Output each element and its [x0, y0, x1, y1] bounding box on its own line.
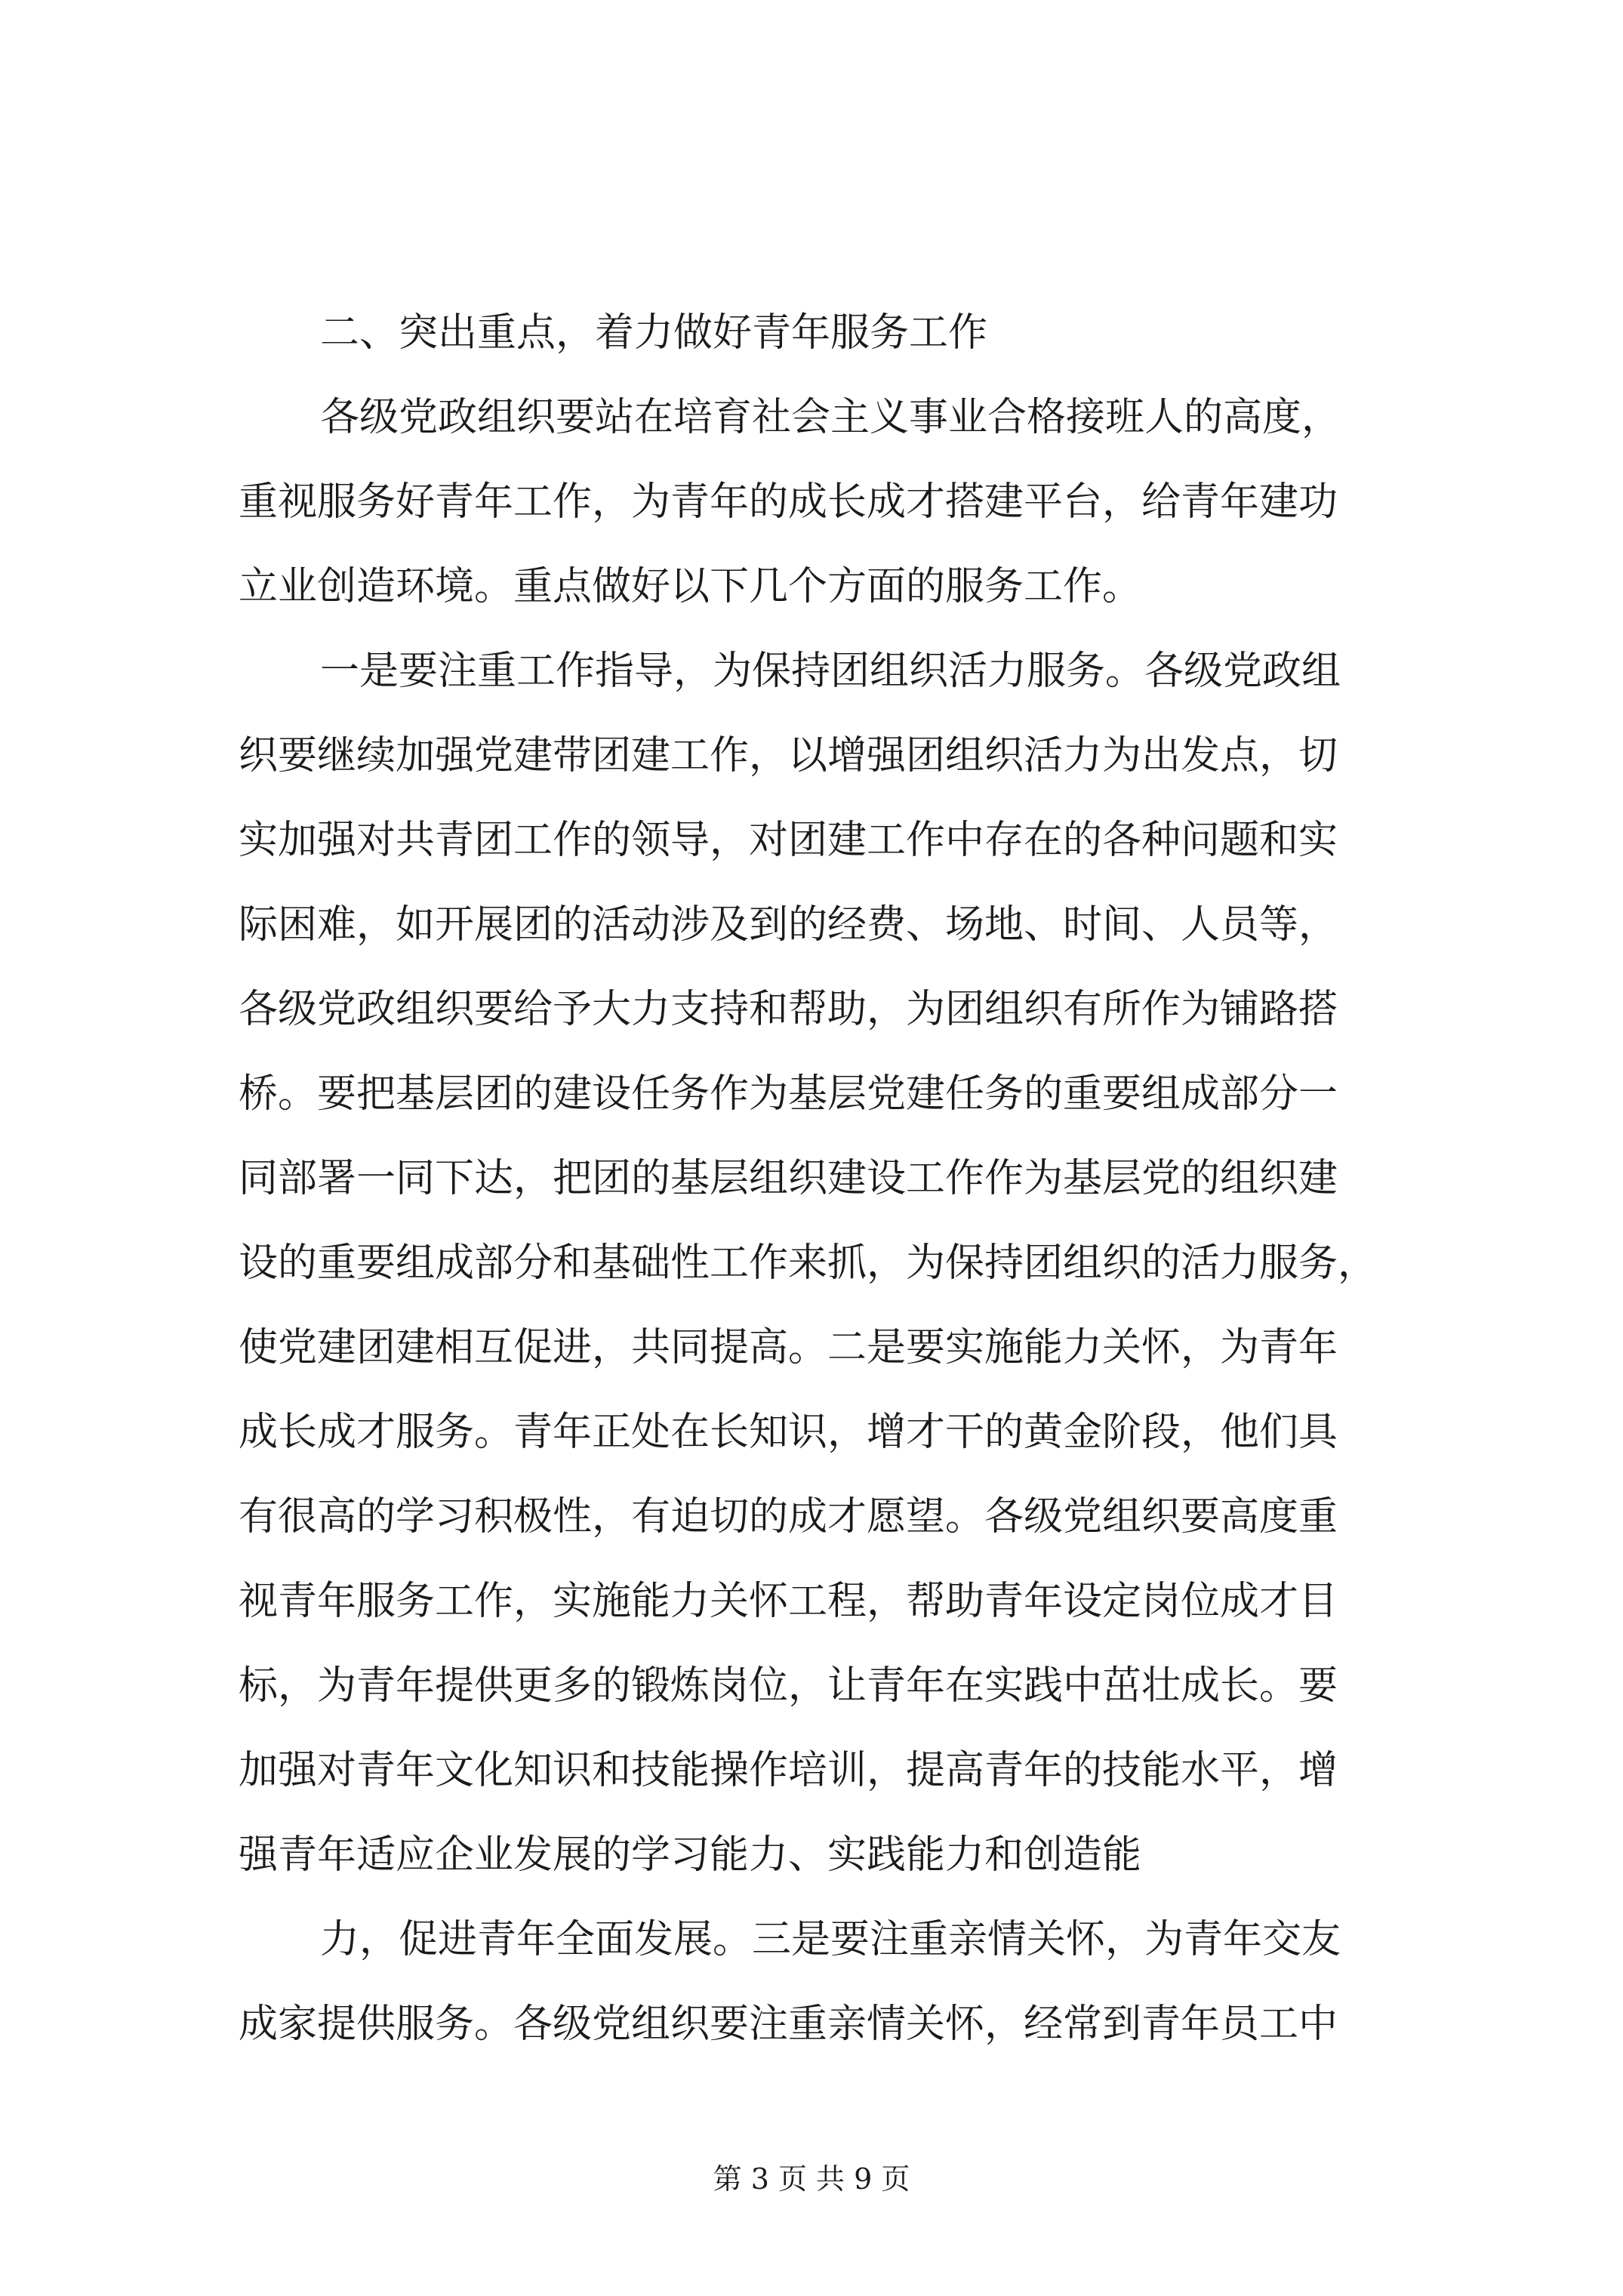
section-heading: 二、突出重点，着力做好青年服务工作 — [320, 310, 988, 356]
text-line: 立业创造环境。重点做好以下几个方面的服务工作。 — [239, 564, 1142, 609]
page-number: 第 3 页 共 9 页 — [713, 2162, 910, 2196]
text-line: 同部署一同下达，把团的基层组织建设工作作为基层党的组织建 — [239, 1156, 1338, 1201]
text-line: 力，促进青年全面发展。三是要注重亲情关怀，为青年交友 — [320, 1917, 1341, 1962]
text-line: 实加强对共青团工作的领导，对团建工作中存在的各种问题和实 — [239, 818, 1338, 863]
text-line: 际困难，如开展团的活动涉及到的经费、场地、时间、人员等， — [239, 902, 1338, 948]
text-line: 标，为青年提供更多的锻炼岗位，让青年在实践中茁壮成长。要 — [239, 1663, 1338, 1709]
text-line: 桥。要把基层团的建设任务作为基层党建任务的重要组成部分一 — [239, 1071, 1338, 1117]
text-line: 设的重要组成部分和基础性工作来抓，为保持团组织的活力服务， — [239, 1240, 1378, 1286]
text-line: 重视服务好青年工作，为青年的成长成才搭建平台，给青年建功 — [239, 479, 1338, 525]
text-line: 成长成才服务。青年正处在长知识，增才干的黄金阶段，他们具 — [239, 1410, 1338, 1455]
text-line: 一是要注重工作指导，为保持团组织活力服务。各级党政组 — [320, 649, 1341, 694]
text-line: 各级党政组织要给予大力支持和帮助，为团组织有所作为铺路搭 — [239, 987, 1338, 1032]
text-line: 强青年适应企业发展的学习能力、实践能力和创造能 — [239, 1832, 1142, 1878]
text-line: 织要继续加强党建带团建工作，以增强团组织活力为出发点，切 — [239, 733, 1338, 778]
text-line: 各级党政组织要站在培育社会主义事业合格接班人的高度， — [320, 395, 1341, 440]
text-line: 使党建团建相互促进，共同提高。二是要实施能力关怀，为青年 — [239, 1325, 1338, 1370]
text-line: 有很高的学习积极性，有迫切的成才愿望。各级党组织要高度重 — [239, 1494, 1338, 1539]
body-text — [239, 291, 1430, 2066]
text-line: 成家提供服务。各级党组织要注重亲情关怀，经常到青年员工中 — [239, 2002, 1338, 2047]
text-line: 视青年服务工作，实施能力关怀工程，帮助青年设定岗位成才目 — [239, 1579, 1338, 1624]
text-line: 加强对青年文化知识和技能操作培训，提高青年的技能水平，增 — [239, 1748, 1338, 1793]
